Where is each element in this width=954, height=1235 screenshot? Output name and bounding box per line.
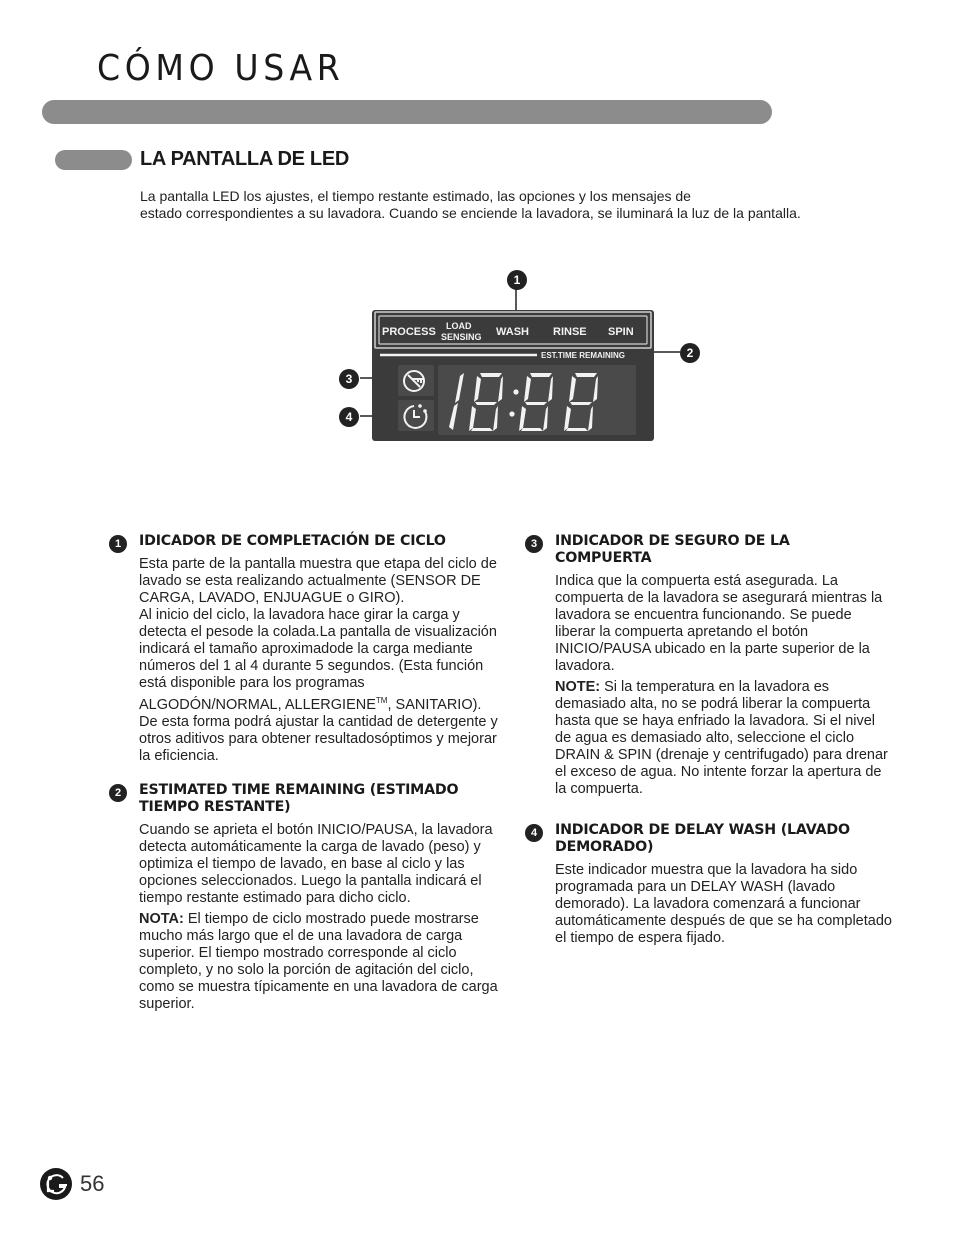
page-number: 56 [80,1171,105,1196]
item-2-para-1: Cuando se aprieta el botón INICIO/PAUSA, la lavadora detecta automáticamente la carga de lavado (peso) y optimiza el tiempo de lavado, en base al ciclo y las opciones seleccionados. Luego la pantalla indicará el tiempo restante estimado para dicho ciclo. [139,821,493,906]
item-1-badge: 1 [109,535,127,553]
item-3-heading: INDICADOR DE SEGURO DE LA COMPUERTA [555,533,790,566]
item-3-para-1: Indica que la compuerta está asegurada. La compuerta de la lavadora se asegurará mientras la lavadora se encuentra funcionando. Se puede liberar la compuerta apretando el botón INICIO/PAUSA ubicado en la parte superior de la lavadora. [555,573,883,674]
section-pill [55,150,132,170]
item-2-heading: ESTIMATED TIME REMAINING (ESTIMADO TIEMPO RESTANTE) [139,781,459,815]
callout-2-badge: 2 [680,343,700,363]
item-2-note-label: NOTA: [139,910,184,927]
item-2-badge: 2 [109,784,127,802]
intro-line-2: estado correspondientes a su lavadora. Cuando se enciende la lavadora, se iluminará la luz de la pantalla. [140,205,801,221]
callout-4-badge: 4 [339,407,359,427]
title-bar [42,100,772,124]
item-3-badge: 3 [525,535,543,553]
spin-label: SPIN [608,326,634,338]
item-3-note [555,679,895,798]
load-label-bottom: SENSING [441,332,482,342]
item-2 [114,781,499,1013]
item-4-badge: 4 [525,824,543,842]
tm-mark: TM [375,696,388,705]
item-2-note-text: El tiempo de ciclo mostrado puede mostrarse mucho más largo que el de una lavadora de carga superior. El tiempo mostrado corresponde al ciclo completo, y no solo la porción de agitación del ciclo, como se muestra típicamente en una lavadora de carga superior. [139,910,498,1012]
item-1-para-2a: Al inicio del ciclo, la lavadora hace girar la carga y detecta el pesode la colada.La pantalla de visualización indicará el tamaño aproximadode la carga mediante números del 1 al 4 durante 5 segundos. (Esta función está disponible para los programas ALGODÓN/NORMAL, ALLERGIENE [139,607,497,713]
item-3-note-label: NOTE: [555,679,601,695]
item-3 [530,533,895,798]
intro-line-1: La pantalla LED los ajustes, el tiempo restante estimado, las opciones y los mensajes de [140,188,691,204]
wash-label: WASH [496,326,529,338]
callout-3-badge: 3 [339,369,359,389]
item-1-para-2b: , SANITARIO). De esta forma podrá ajustar la cantidad de detergente y otros aditivos para obtener resultadosóptimos y mejorar la eficiencia. [139,696,498,764]
item-2-note [139,911,499,1013]
left-column [114,533,499,1030]
item-4-para-1: Este indicador muestra que la lavadora ha sido programada para un DELAY WASH (lavado demorado). La lavadora comenzará a funcionar automáticamente después de que se ha completado el tiempo de espera fijado. [555,862,892,946]
page-title: CÓMO USAR [97,48,345,89]
item-4 [530,822,895,947]
item-4-heading: INDICADOR DE DELAY WASH (LAVADO DEMORADO) [555,822,850,855]
section-title: LA PANTALLA DE LED [140,148,350,170]
item-3-note-text: Si la temperatura en la lavadora es demasiado alta, no se podrá liberar la compuerta hasta que se haya enfriado la lavadora. Si el nivel de agua es demasiado alto, seleccione el ciclo DRAIN & SPIN (drenaje y centrifugado) para drenar el exceso de agua. No intente forzar la apertura de la compuerta. [555,679,888,797]
lg-logo-icon [39,1167,73,1201]
item-1-heading: IDICADOR DE COMPLETACIÓN DE CICLO [139,533,446,549]
intro-text [140,188,920,222]
est-time-label: EST.TIME REMAINING [541,351,626,360]
led-display-panel [372,310,654,441]
callout-1-badge: 1 [507,270,527,290]
right-column [530,533,895,964]
item-1-para-2 [139,607,499,765]
item-1-para-1: Esta parte de la pantalla muestra que etapa del ciclo de lavado se esta realizando actualmente (SENSOR DE CARGA, LAVADO, ENJUAGUE o GIRO). [139,556,497,606]
process-label: PROCESS [382,326,436,338]
load-label-top: LOAD [446,321,472,331]
rinse-label: RINSE [553,326,587,338]
item-1 [114,533,499,765]
